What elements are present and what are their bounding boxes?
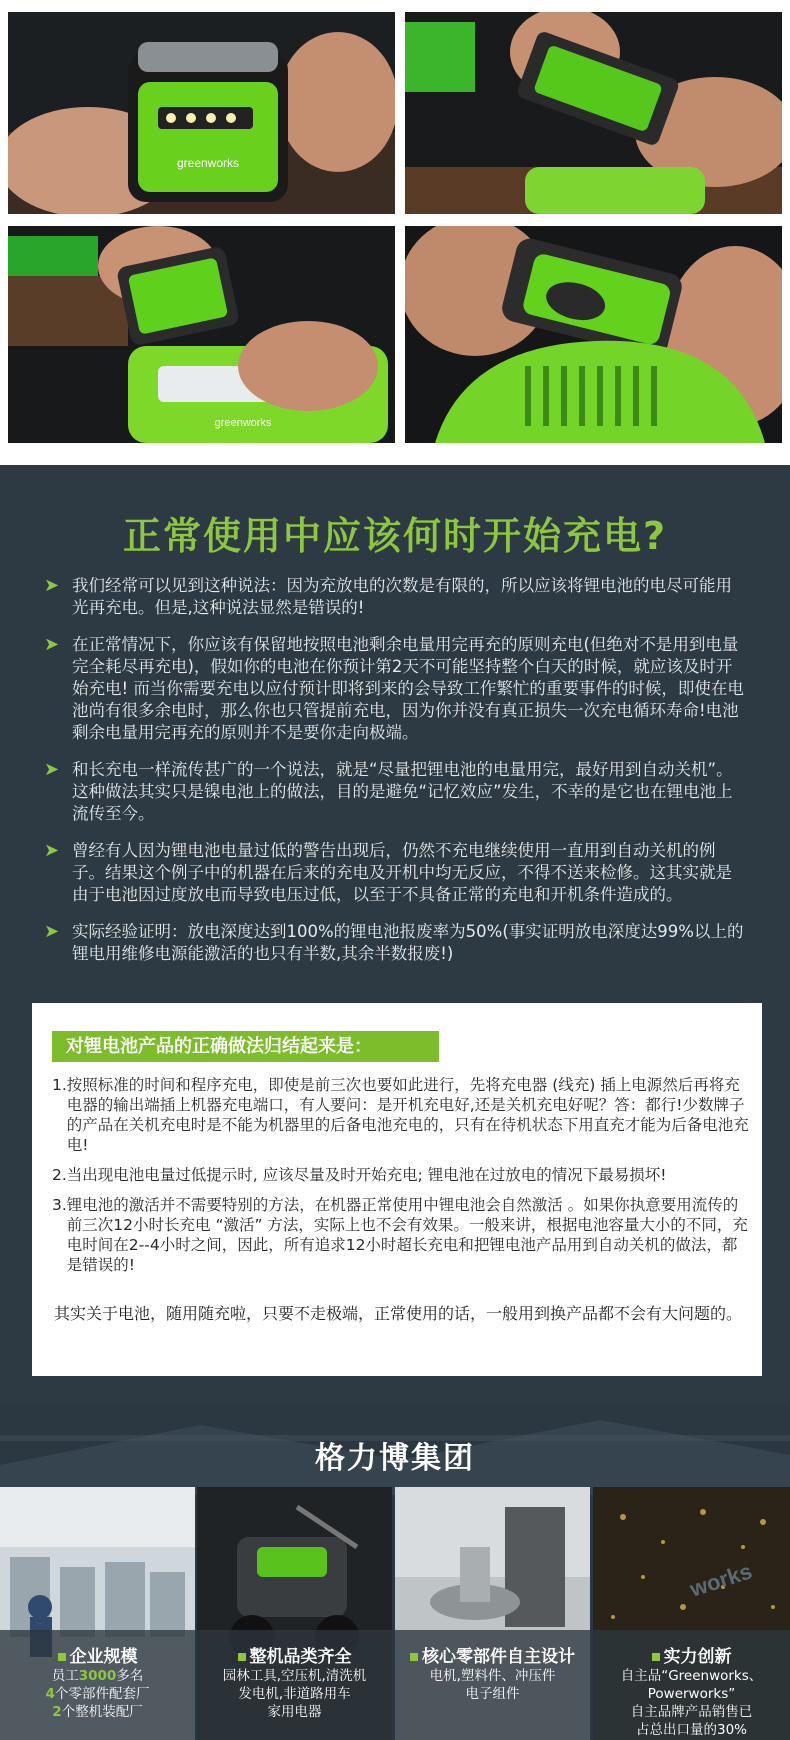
faq-item-text: 曾经有人因为锂电池电量过低的警告出现后，仍然不充电继续使用一直用到自动关机的例子。结果这个例子中的机器在后来的充电及开机中均无反应，不得不送来检修。这其实就是由于电池因过度放电而导致电压过低，以至于不具备正常的充电和开机条件造成的。 [72, 841, 732, 904]
panel-logo-text: works [686, 1558, 756, 1602]
panel-line: 占总出口量的30% [635, 1722, 747, 1738]
arrow-bullet-icon: ➤ [44, 575, 60, 596]
panel-line: 电子组件 [465, 1686, 520, 1702]
panel-line-text: 个整机装配厂 [61, 1704, 143, 1720]
panel-innovation [593, 1487, 790, 1740]
photo-charger-button [8, 226, 395, 443]
faq-item [44, 921, 744, 965]
panel-line [0, 1703, 195, 1721]
panel-line-highlight: 4 [45, 1686, 55, 1702]
faq-item [44, 840, 744, 906]
green-square-icon [652, 1653, 660, 1661]
panel-title: 实力创新 [663, 1647, 732, 1667]
photo-brand-text: greenworks [176, 156, 240, 170]
summary-card [32, 1003, 762, 1376]
summary-item-text: 当出现电池电量过低提示时, 应该尽量及时开始充电; 锂电池在过放电的情况下最易损坏! [66, 1166, 667, 1184]
panel-line: 园林工具,空压机,清洗机 [222, 1668, 367, 1684]
company-title: 格力博集团 [315, 1441, 475, 1476]
company-section [0, 1405, 790, 1740]
green-square-icon [58, 1653, 66, 1661]
summary-item-number: 2. [52, 1166, 67, 1184]
faq-item-text: 我们经常可以见到这种说法：因为充放电的次数是有限的，所以应该将锂电池的电尽可能用光再充电。但是,这种说法显然是错误的! [72, 576, 732, 617]
panel-line-highlight: 3000 [78, 1668, 117, 1684]
green-square-icon [410, 1653, 418, 1661]
panel-line-text: 员工 [51, 1668, 79, 1684]
summary-list [52, 1075, 752, 1285]
faq-item-text: 实际经验证明：放电深度达到100%的锂电池报废率为50%(事实证明放电深度达99%以上的锂电用维修电源能激活的也只有半数,其余半数报废!) [72, 922, 744, 963]
panel-line-text: 个零部件配套厂 [54, 1686, 150, 1702]
panel-line: 家用电器 [267, 1704, 322, 1720]
faq-title: 正常使用中应该何时开始充电? [122, 514, 668, 558]
panel-title: 核心零部件自主设计 [422, 1647, 575, 1667]
panel-line: 电机,塑料件、冲压件 [429, 1668, 556, 1684]
panel-core-components [395, 1487, 590, 1740]
photo-battery-indicator [8, 12, 395, 214]
arrow-bullet-icon: ➤ [44, 840, 60, 861]
product-photo-grid [0, 0, 790, 465]
faq-item [44, 759, 744, 825]
summary-item-number: 3. [52, 1196, 67, 1214]
summary-item-text: 锂电池的激活并不需要特别的方法，在机器正常使用中锂电池会自然激活 。如果你执意要用流传的前三次12小时长充电 “激活” 方法，实际上也不会有效果。一般来讲，根据电池容量大小的不同，充电时间在2--4小时之间，因此，所有追求12小时超长充电和把锂电池产品用到自动关机的做法，都是错误的! [66, 1196, 748, 1274]
panel-product-range [197, 1487, 392, 1740]
summary-item [52, 1195, 752, 1275]
faq-item [44, 575, 744, 619]
panel-caption [0, 1630, 195, 1740]
photo-charger-closeup [405, 226, 782, 443]
summary-item-text: 按照标准的时间和程序充电，即使是前三次也要如此进行，先将充电器 (线充) 插上电源然后再将充电器的输出端插上机器充电端口，有人要问：是开机充电好,还是关机充电好呢？答：都行!少数牌子的产品在关机充电时是不能为机器里的后备电池充电的，只有在待机状态下用直充才能为后备电池充电! [66, 1076, 749, 1154]
summary-footer: 其实关于电池，随用随充啦，只要不走极端，正常使用的话，一般用到换产品都不会有大问题的。 [54, 1304, 743, 1323]
panel-line [0, 1667, 195, 1685]
panel-line-text: 多名 [116, 1668, 144, 1684]
panel-line: 自主品牌产品销售已 [630, 1704, 753, 1720]
summary-item [52, 1165, 752, 1185]
arrow-bullet-icon: ➤ [44, 921, 60, 942]
faq-item-text: 和长充电一样流传甚广的一个说法，就是“尽量把锂电池的电量用完，最好用到自动关机”。这种做法其实只是镍电池上的做法，目的是避免“记忆效应”发生，不幸的是它也在锂电池上流传至今。 [72, 760, 733, 823]
panel-caption [197, 1630, 392, 1740]
summary-item-number: 1. [52, 1076, 67, 1094]
arrow-bullet-icon: ➤ [44, 759, 60, 780]
panel-line: 自主品“Greenworks、 [620, 1668, 763, 1684]
green-square-icon [238, 1653, 246, 1661]
panel-line-highlight: 2 [52, 1704, 62, 1720]
panel-caption [395, 1630, 590, 1740]
faq-item [44, 634, 744, 744]
faq-list [44, 575, 744, 980]
summary-heading: 对锂电池产品的正确做法归结起来是： [52, 1031, 439, 1062]
panel-caption [593, 1630, 790, 1740]
panel-title: 企业规模 [69, 1647, 138, 1667]
panel-line: Powerworks” [647, 1686, 736, 1702]
photo-insert-battery [405, 12, 782, 214]
panel-line [0, 1685, 195, 1703]
panel-title: 整机品类齐全 [249, 1647, 352, 1667]
summary-item [52, 1075, 752, 1155]
photo-brand-text: greenworks [214, 417, 272, 429]
arrow-bullet-icon: ➤ [44, 634, 60, 655]
panel-company-scale [0, 1487, 195, 1740]
panel-line: 发电机,非道路用车 [238, 1686, 351, 1702]
faq-item-text: 在正常情况下，你应该有保留地按照电池剩余电量用完再充的原则充电(但绝对不是用到电量完全耗尽再充电)，假如你的电池在你预计第2天不可能坚持整个白天的时候，就应该及时开始充电! 而当你需要充电以应付预计即将到来的会导致工作繁忙的重要事件的时候，即使在电池尚有很多余电时，那么你也只管提前充电，因为你并没有真正损失一次充电循环寿命!电池剩余电量用完再充的原则并不是要你走向极端。 [72, 635, 744, 742]
